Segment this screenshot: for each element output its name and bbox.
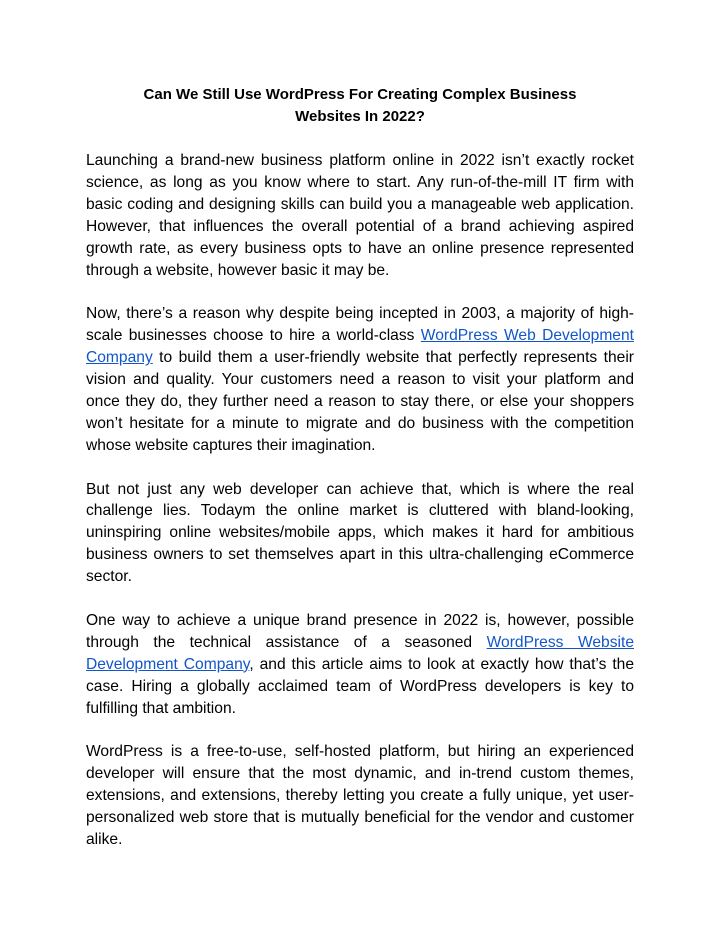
wordpress-website-development-company-link[interactable]: WordPress Website Development Company [86,633,634,673]
paragraph-2 [86,303,634,456]
paragraph-3: But not just any web developer can achieve that, which is where the real challenge lies. Todaym the online market is cluttered with bland-looking, uninspiring online websites/mobile apps, which makes it hard for ambitious business owners to set themselves apart in this ultra-challenging eCommerce sector. [86,480,634,586]
paragraph-1: Launching a brand-new business platform online in 2022 isn’t exactly rocket science, as long as you know where to start. Any run-of-the-mill IT firm with basic coding and designing skills can build you a manageable web application. However, that influences the overall potential of a brand achieving aspired growth rate, as every business opts to have an online presence represented through a website, however basic it may be. [86,152,634,279]
paragraph-4-text-after: , and this article aims to look at exactly how that’s the case. Hiring a globally acclaimed team of WordPress developers is key to fulfilling that ambition. [86,655,634,717]
document-title: Can We Still Use WordPress For Creating Complex Business Websites In 2022? [143,86,577,125]
paragraph-2-text-after: to build them a user-friendly website that perfectly represents their vision and quality. Your customers need a reason to visit your platform and once they do, they further need a reason to stay there, or else your shoppers won’t hesitate for a minute to migrate and do business with the competition whose website captures their imagination. [86,349,634,454]
paragraph-4 [86,610,634,720]
paragraph-5: WordPress is a free-to-use, self-hosted platform, but hiring an experienced developer will ensure that the most dynamic, and in-trend custom themes, extensions, and extensions, thereby letting you create a fully unique, yet user-personalized web store that is mutually beneficial for the vendor and customer alike. [86,743,634,849]
paragraph-4-text-before: One way to achieve a unique brand presence in 2022 is, however, possible through the technical assistance of a seasoned [86,611,634,651]
paragraph-2-text-before: Now, there’s a reason why despite being incepted in 2003, a majority of high-scale businesses choose to hire a world-class [86,305,634,345]
wordpress-web-development-company-link[interactable]: WordPress Web Development Company [86,327,634,367]
